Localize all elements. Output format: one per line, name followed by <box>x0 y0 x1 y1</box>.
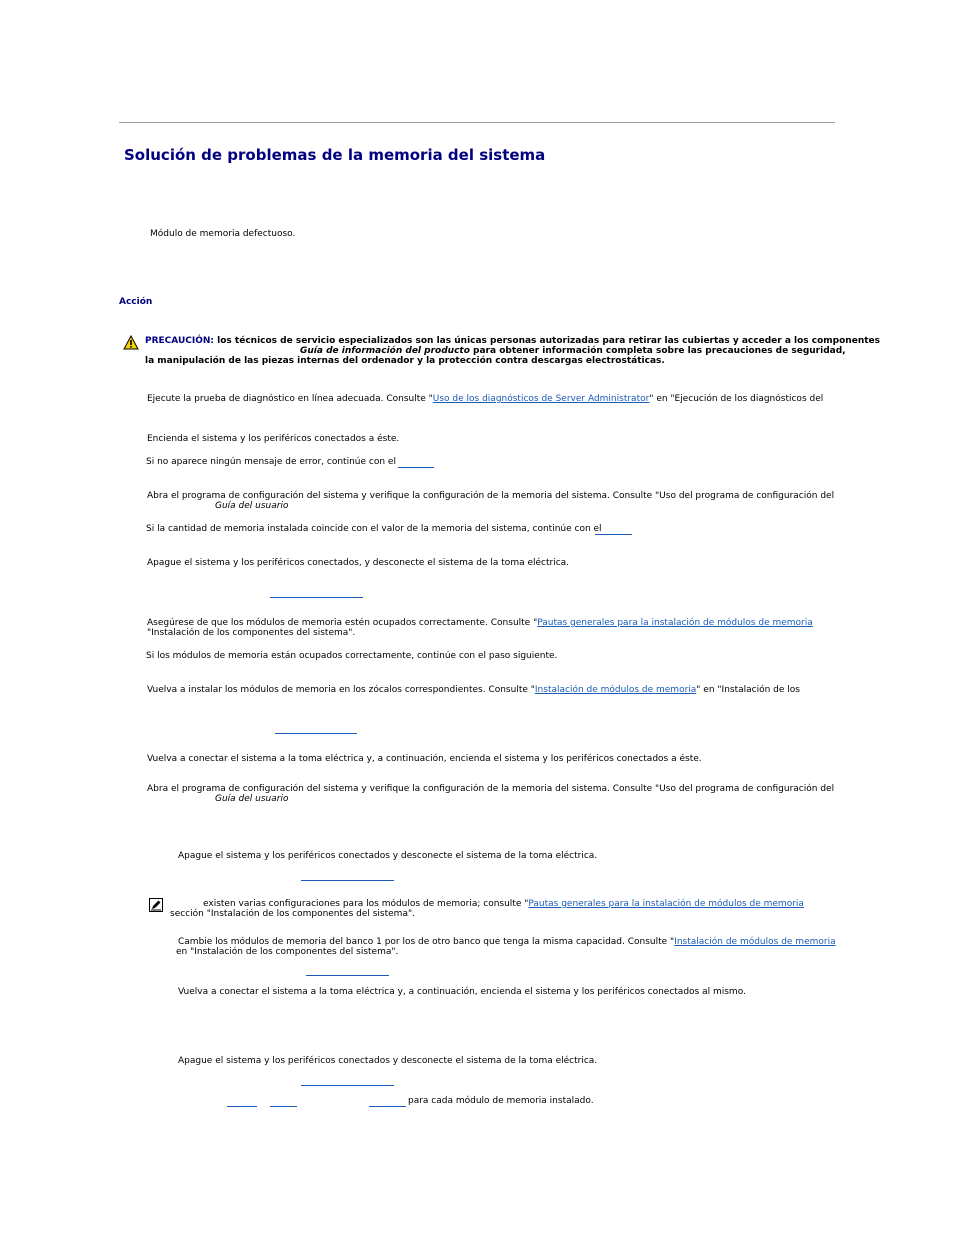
step-text: Cambie los módulos de memoria del banco 1 por los de otro banco que tenga la misma capacidad. Consulte " <box>178 937 675 947</box>
step-reconnect: Vuelva a conectar el sistema a la toma eléctrica y, a continuación, encienda el sistema y los periféricos conectados a éste. <box>147 754 702 764</box>
step-link-blank[interactable] <box>398 467 434 468</box>
step-link-blank[interactable] <box>301 1085 394 1086</box>
step-link-blank[interactable] <box>301 880 394 881</box>
action-heading: Acción <box>119 297 153 307</box>
substep-swap-bank-2: en "Instalación de los componentes del sistema". <box>176 947 399 957</box>
step-link-blank[interactable] <box>306 975 389 976</box>
substep-power-off-2: Apague el sistema y los periféricos conectados y desconecte el sistema de la toma eléctrica. <box>178 1056 598 1066</box>
step-no-error: Si no aparece ningún mensaje de error, continúe con el <box>146 457 396 467</box>
note-icon <box>149 898 163 912</box>
step-check-seating-2: "Instalación de los componentes del sistema". <box>147 628 356 638</box>
caution-text-1: los técnicos de servicio especializados son las únicas personas autorizadas para retirar las cubiertas y acceder a los componentes <box>217 336 880 346</box>
step-power-off: Apague el sistema y los periféricos conectados, y desconecte el sistema de la toma eléctrica. <box>147 558 570 568</box>
step-open-setup: Abra el programa de configuración del sistema y verifique la configuración de la memoria del sistema. Consulte "Uso del programa de configuración del <box>147 491 835 501</box>
step-link-blank[interactable] <box>270 597 363 598</box>
step-link-blank[interactable] <box>227 1106 257 1107</box>
substep-reconnect: Vuelva a conectar el sistema a la toma eléctrica y, a continuación, encienda el sistema y los periféricos conectados al mismo. <box>178 987 746 997</box>
note-line-2: sección "Instalación de los componentes del sistema". <box>170 909 415 919</box>
note-memory-guidelines-link[interactable]: Pautas generales para la instalación de módulos de memoria <box>528 899 804 909</box>
header-rule <box>119 122 835 123</box>
caution-label: PRECAUCIÓN: <box>145 336 215 346</box>
product-guide-title: Guía de información del producto <box>300 346 470 356</box>
step-text: Vuelva a instalar los módulos de memoria en los zócalos correspondientes. Consulte " <box>147 685 535 695</box>
step-link-blank[interactable] <box>595 534 632 535</box>
step-seated-correctly: Si los módulos de memoria están ocupados correctamente, continúe con el paso siguiente. <box>146 651 558 661</box>
server-admin-diagnostics-link[interactable]: Uso de los diagnósticos de Server Administrator <box>432 394 650 404</box>
substep-power-off: Apague el sistema y los periféricos conectados y desconecte el sistema de la toma eléctrica. <box>178 851 598 861</box>
users-guide-title: Guía del usuario <box>215 794 289 804</box>
install-memory-link[interactable]: Instalación de módulos de memoria <box>534 685 697 695</box>
users-guide-title: Guía del usuario <box>215 501 289 511</box>
step-text: Ejecute la prueba de diagnóstico en línea adecuada. Consulte " <box>147 394 433 404</box>
caution-text-2: para obtener información completa sobre las precauciones de seguridad, <box>473 346 846 356</box>
substep-each-module: para cada módulo de memoria instalado. <box>408 1096 594 1106</box>
step-open-setup-again: Abra el programa de configuración del sistema y verifique la configuración de la memoria del sistema. Consulte "Uso del programa de configuración del <box>147 784 835 794</box>
step-memory-matches: Si la cantidad de memoria instalada coincide con el valor de la memoria del sistema, continúe con el <box>146 524 602 534</box>
memory-guidelines-link[interactable]: Pautas generales para la instalación de módulos de memoria <box>537 618 813 628</box>
step-run-diagnostics <box>147 394 823 405</box>
step-link-blank[interactable] <box>275 733 357 734</box>
step-reseat-modules <box>147 685 800 696</box>
install-memory-link-2[interactable]: Instalación de módulos de memoria <box>674 937 836 947</box>
step-power-on: Encienda el sistema y los periféricos conectados a éste. <box>147 434 400 444</box>
step-text: " en "Ejecución de los diagnósticos del <box>649 394 824 404</box>
page-title: Solución de problemas de la memoria del sistema <box>124 146 546 164</box>
warning-icon <box>123 335 139 350</box>
step-text: Asegúrese de que los módulos de memoria estén ocupados correctamente. Consulte " <box>147 618 538 628</box>
problem-text: Módulo de memoria defectuoso. <box>150 229 296 239</box>
note-text: existen varias configuraciones para los módulos de memoria; consulte " <box>203 899 529 909</box>
step-link-blank[interactable] <box>369 1106 406 1107</box>
caution-line-3: la manipulación de las piezas internas del ordenador y la protección contra descargas electrostáticas. <box>145 356 665 366</box>
step-text: " en "Instalación de los <box>696 685 800 695</box>
step-link-blank[interactable] <box>270 1106 297 1107</box>
